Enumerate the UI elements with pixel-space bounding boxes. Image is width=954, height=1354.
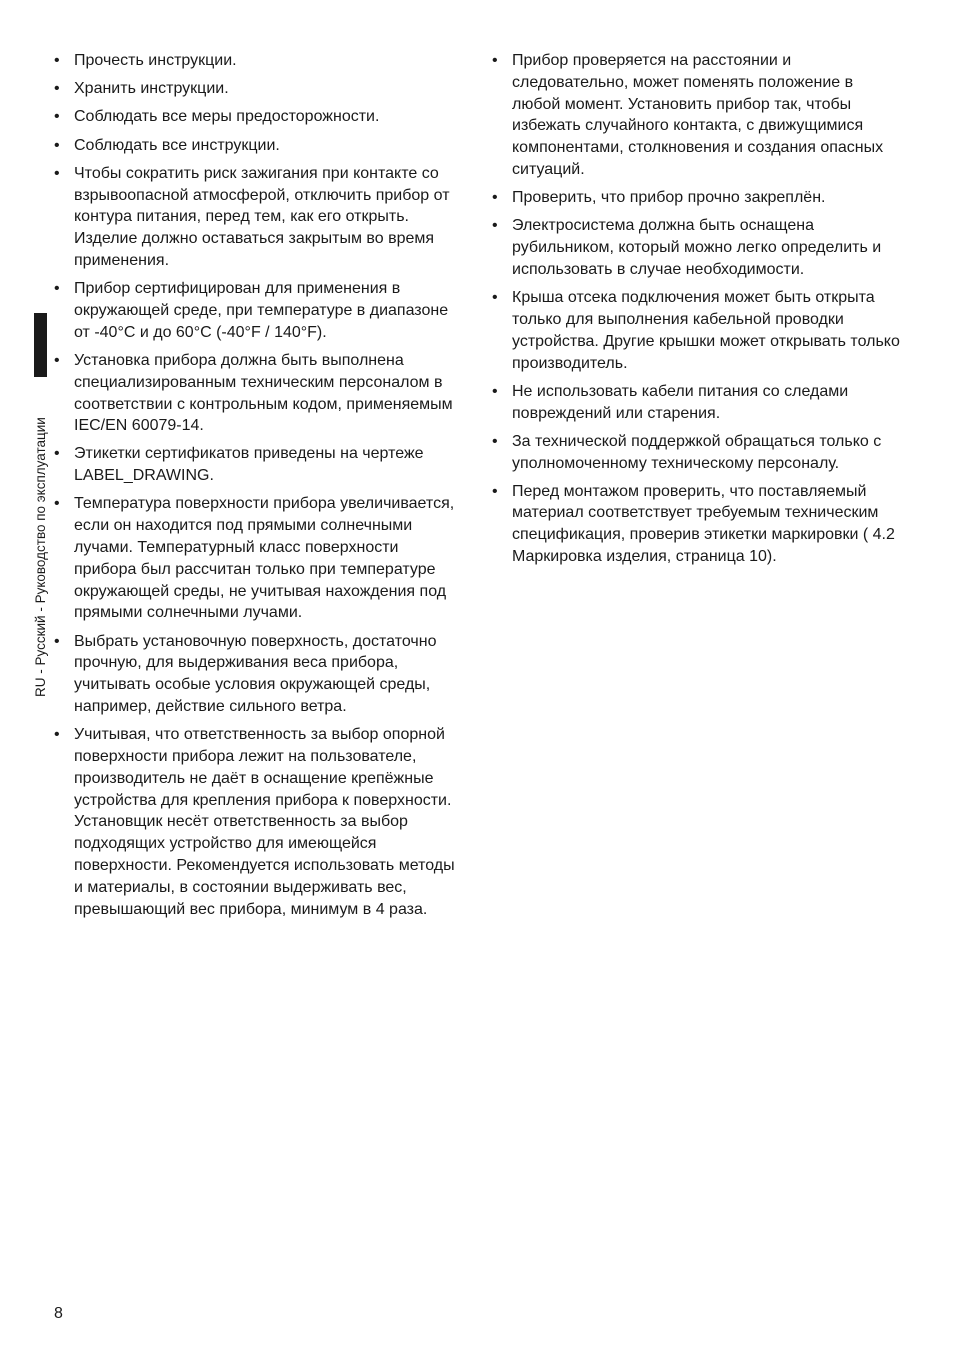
page-number: 8	[54, 1305, 63, 1322]
list-item: • Перед монтажом проверить, что поставляемый материал соответствует требуемым техническим спецификация, проверив этикетки маркировки ( 4.2 Маркировка изделия, страница 10).	[490, 481, 904, 568]
side-section-label: RU - Русский - Руководство по эксплуатации	[33, 417, 48, 697]
list-item: • Этикетки сертификатов приведены на чертеже LABEL_DRAWING.	[52, 443, 464, 487]
instructions-list-left	[52, 50, 464, 927]
instructions-list-right	[490, 50, 904, 574]
list-item: • Соблюдать все инструкции.	[52, 135, 464, 157]
list-item: • Электросистема должна быть оснащена рубильником, который можно легко определить и использовать в случае необходимости.	[490, 215, 904, 280]
list-item: • Прибор сертифицирован для применения в окружающей среде, при температуре в диапазоне от -40°C и до 60°C (-40°F / 140°F).	[52, 278, 464, 343]
list-item: • Выбрать установочную поверхность, достаточно прочную, для выдерживания веса прибора, учитывать особые условия окружающей среды, например, действие сильного ветра.	[52, 631, 464, 718]
list-item: • Установка прибора должна быть выполнена специализированным техническим персоналом в соответствии с контрольным кодом, применяемым IEC/EN 60079-14.	[52, 350, 464, 437]
list-item: • Чтобы сократить риск зажигания при контакте со взрывоопасной атмосферой, отключить прибор от контура питания, перед тем, как его открыть. Изделие должно оставаться закрытым во время применения.	[52, 163, 464, 272]
list-item: • Крыша отсека подключения может быть открыта только для выполнения кабельной проводки устройства. Другие крышки может открывать только производитель.	[490, 287, 904, 374]
list-item: • Хранить инструкции.	[52, 78, 464, 100]
list-item: • Проверить, что прибор прочно закреплён.	[490, 187, 904, 209]
list-item: • За технической поддержкой обращаться только с уполномоченному техническому персоналу.	[490, 431, 904, 475]
section-tab-marker	[34, 313, 47, 377]
list-item: • Учитывая, что ответственность за выбор опорной поверхности прибора лежит на пользователе, производитель не даёт в оснащение крепёжные устройства для крепления прибора к поверхности. Установщик несёт ответственность за выбор подходящих устройство для имеющейся поверхности. Рекомендуется использовать методы и материалы, в состоянии выдерживать вес, превышающий вес прибора, минимум в 4 раза.	[52, 724, 464, 920]
list-item: • Прочесть инструкции.	[52, 50, 464, 72]
list-item: • Прибор проверяется на расстоянии и следовательно, может поменять положение в любой момент. Установить прибор так, чтобы избежать случайного контакта, с движущимися компонентами, столкновения и создания опасных ситуаций.	[490, 50, 904, 181]
list-item: • Соблюдать все меры предосторожности.	[52, 106, 464, 128]
list-item: • Температура поверхности прибора увеличивается, если он находится под прямыми солнечными лучами. Температурный класс поверхности прибора был рассчитан только при температуре окружающей среды, не учитывая нахождения под прямыми солнечными лучами.	[52, 493, 464, 624]
list-item: • Не использовать кабели питания со следами повреждений или старения.	[490, 381, 904, 425]
